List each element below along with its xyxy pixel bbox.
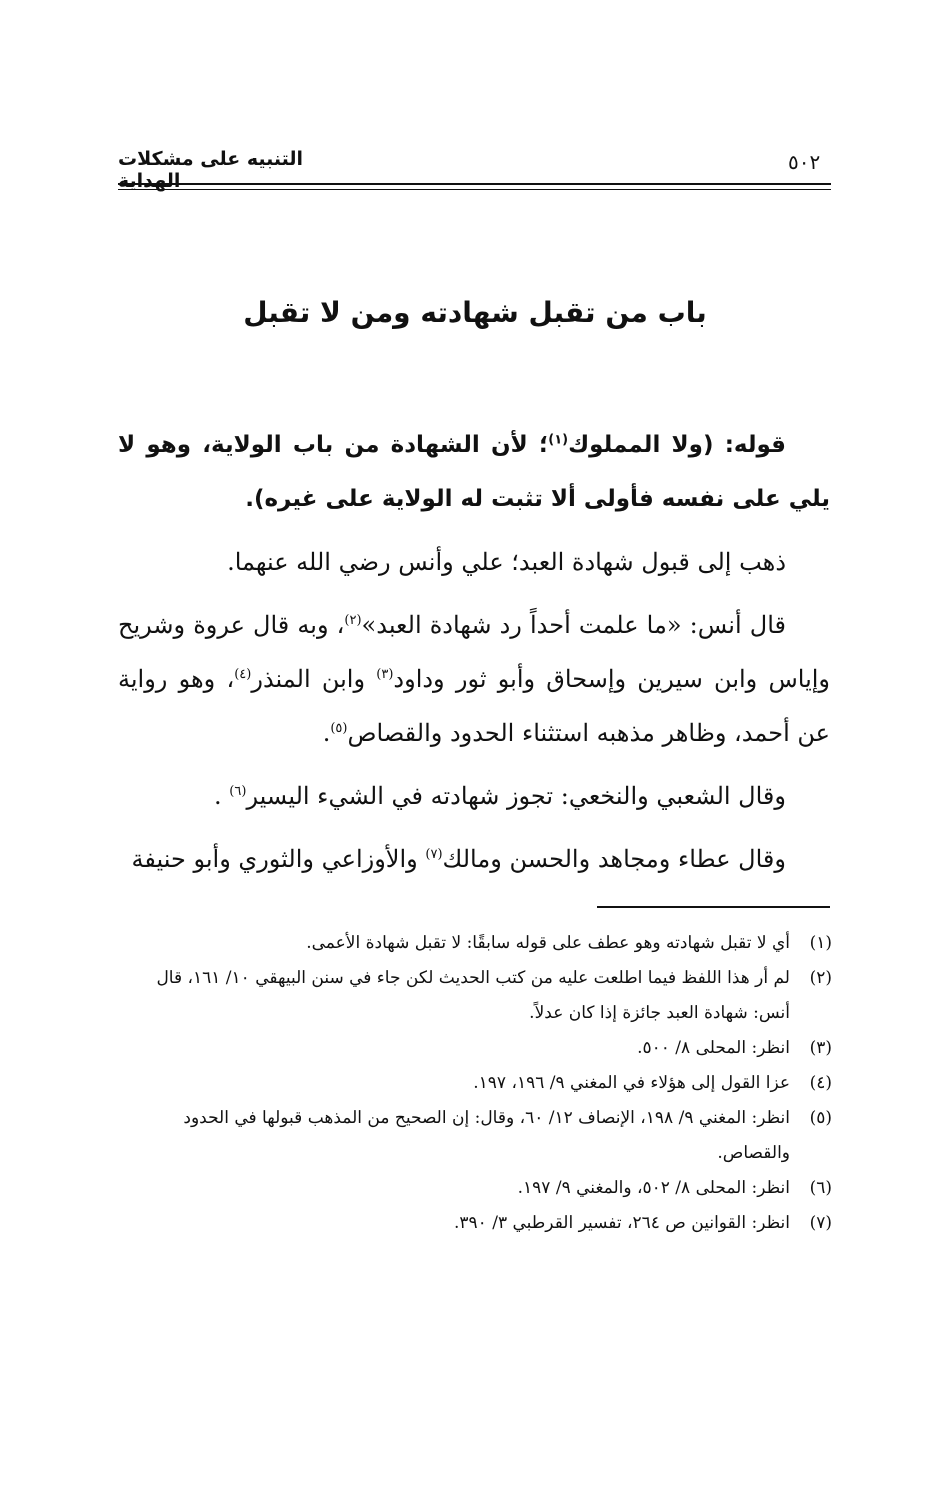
footnote-text: انظر: المحلى ٨/ ٥٠٠. [637,1038,790,1058]
text-segment: قال أنس: «ما علمت أحداً رد شهادة العبد» [361,611,786,639]
chapter-title: باب من تقبل شهادته ومن لا تقبل [243,296,707,329]
text-segment: ، وبه قال عروة وشريح وإياس وابن سيرين وإسحاق وأبو ثور وداود [118,611,831,693]
footnotes-list [120,926,832,1241]
text-segment: ؛ لأن الشهادة من باب الولاية، وهو لا يلي على نفسه فأولى ألا تثبت له الولاية على غيره). [118,432,830,512]
text-segment: . [214,782,230,810]
paragraph [118,769,830,823]
footnote-ref-2[interactable]: (٢) [344,613,362,628]
footnote-item [120,1101,832,1171]
footnote-number: (٣) [809,1038,832,1058]
footnote-number: (٦) [809,1178,832,1198]
paragraph [118,832,830,886]
footnote-text: انظر: المحلى ٨/ ٥٠٢، والمغني ٩/ ١٩٧. [517,1178,790,1198]
footnote-ref-4[interactable]: (٤) [234,667,252,682]
footnote-item [120,961,832,1031]
footnote-text: لم أر هذا اللفظ فيما اطلعت عليه من كتب الحديث لكن جاء في سنن البيهقي ١٠/ ١٦١، قال أنس: شهادة العبد جائزة إذا كان عدلاً. [156,968,790,1023]
footnote-text: انظر: المغني ٩/ ١٩٨، الإنصاف ١٢/ ٦٠، وقال: إن الصحيح من المذهب قبولها في الحدود والقصاص. [183,1108,790,1163]
header-rule-thin [118,189,831,190]
footnote-item [120,926,832,961]
footnote-item [120,1171,832,1206]
quoted-text-paragraph [118,418,830,526]
footnote-ref-1[interactable]: (١) [548,432,569,448]
running-header-title: التنبيه على مشكلات الهداية [118,148,304,192]
footnote-ref-7[interactable]: (٧) [425,847,443,862]
text-segment: قوله: (ولا المملوك [568,432,786,458]
footnote-number: (٧) [809,1213,832,1233]
text-segment: وقال عطاء ومجاهد والحسن ومالك [442,845,786,873]
footnote-number: (٤) [809,1073,832,1093]
footnote-number: (١) [809,933,832,953]
text-segment: وابن المنذر [251,665,377,693]
footnote-ref-5[interactable]: (٥) [330,721,348,736]
footnote-separator [597,906,830,908]
footnote-ref-3[interactable]: (٣) [376,667,394,682]
footnote-item [120,1066,832,1101]
footnote-number: (٢) [809,968,832,988]
text-segment: ، وهو رواية عن أحمد، وظاهر مذهبه استثناء الحدود والقصاص [118,665,830,747]
footnote-ref-6[interactable]: (٦) [229,784,247,799]
footnote-text: انظر: القوانين ص ٢٦٤، تفسير القرطبي ٣/ ٣٩٠. [453,1213,790,1233]
footnote-item [120,1206,832,1241]
footnote-item [120,1031,832,1066]
text-segment: وقال الشعبي والنخعي: تجوز شهادته في الشيء اليسير [246,782,786,810]
header-rule-thick [118,183,831,185]
paragraph: ذهب إلى قبول شهادة العبد؛ علي وأنس رضي الله عنهما. [227,548,786,576]
footnote-text: أي لا تقبل شهادته وهو عطف على قوله سابقًا: لا تقبل شهادة الأعمى. [306,933,790,953]
text-segment: والأوزاعي والثوري وأبو حنيفة [131,845,426,873]
paragraph [118,598,830,760]
footnote-number: (٥) [809,1108,832,1128]
footnote-text: عزا القول إلى هؤلاء في المغني ٩/ ١٩٦، ١٩٧. [473,1073,790,1093]
main-text [118,418,830,895]
page-number: ٥٠٢ [788,150,821,174]
text-segment: . [322,719,331,747]
